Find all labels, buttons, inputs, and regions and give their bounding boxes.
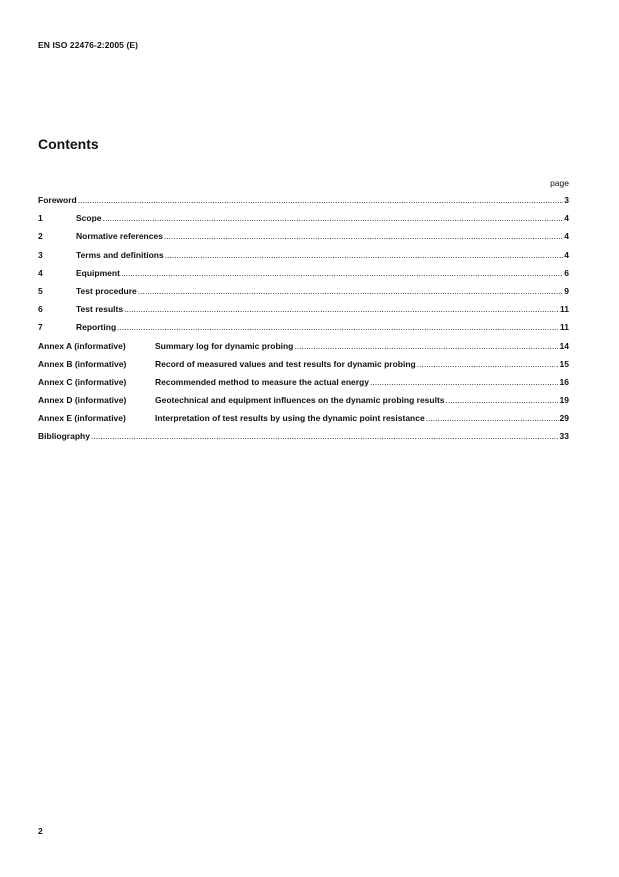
toc-entry-page: 9 bbox=[564, 285, 569, 296]
toc-entry-title: Normative references bbox=[76, 231, 163, 242]
toc-entry-title: Test procedure bbox=[76, 285, 137, 296]
toc-entry-title: Terms and definitions bbox=[76, 249, 164, 260]
toc-entry-page: 33 bbox=[559, 431, 569, 442]
toc-entry-annex-b[interactable] bbox=[38, 359, 569, 377]
toc-entry-page: 19 bbox=[559, 395, 569, 406]
toc-entry-reporting[interactable] bbox=[38, 322, 569, 340]
toc-entry-number: 1 bbox=[38, 213, 43, 224]
table-of-contents bbox=[38, 195, 569, 450]
toc-entry-number: 7 bbox=[38, 322, 43, 333]
toc-entry-title: Record of measured values and test results for dynamic probing bbox=[155, 358, 416, 369]
toc-entry-page: 3 bbox=[564, 195, 569, 205]
toc-entry-title: Test results bbox=[76, 304, 124, 315]
toc-leader-dots bbox=[91, 431, 559, 441]
toc-entry-test-results[interactable] bbox=[38, 304, 569, 322]
toc-leader-dots bbox=[164, 231, 563, 241]
toc-leader-dots bbox=[117, 322, 559, 332]
toc-entry-annex-a[interactable] bbox=[38, 341, 569, 359]
toc-leader-dots bbox=[103, 213, 564, 223]
toc-entry-annex-c[interactable] bbox=[38, 377, 569, 395]
toc-entry-page: 6 bbox=[564, 267, 569, 278]
toc-entry-number: 6 bbox=[38, 304, 43, 315]
toc-entry-page: 4 bbox=[564, 249, 569, 260]
toc-entry-annex-label: Annex D (informative) bbox=[38, 395, 127, 406]
toc-entry-title: Bibliography bbox=[38, 431, 90, 442]
toc-entry-page: 14 bbox=[559, 340, 569, 351]
toc-leader-dots bbox=[124, 304, 559, 314]
toc-entry-terms-and-definitions[interactable] bbox=[38, 250, 569, 268]
toc-entry-page: 11 bbox=[560, 322, 569, 333]
toc-entry-title: Summary log for dynamic probing bbox=[155, 340, 294, 351]
toc-leader-dots bbox=[138, 286, 563, 296]
toc-entry-title: Geotechnical and equipment influences on the dynamic probing results bbox=[155, 395, 445, 406]
toc-entry-annex-label: Annex B (informative) bbox=[38, 358, 127, 369]
page-title: Contents bbox=[38, 136, 99, 152]
toc-entry-number: 4 bbox=[38, 267, 43, 278]
toc-entry-page: 15 bbox=[559, 358, 569, 369]
toc-entry-page: 11 bbox=[560, 304, 569, 315]
toc-leader-dots bbox=[417, 359, 559, 369]
toc-entry-number: 2 bbox=[38, 231, 43, 242]
toc-entry-equipment[interactable] bbox=[38, 268, 569, 286]
document-header: EN ISO 22476-2:2005 (E) bbox=[38, 40, 139, 50]
toc-entry-foreword[interactable] bbox=[38, 195, 569, 213]
toc-entry-title: Recommended method to measure the actual energy bbox=[155, 376, 369, 387]
toc-entry-page: 4 bbox=[564, 231, 569, 242]
toc-entry-scope[interactable] bbox=[38, 213, 569, 231]
toc-entry-title: Equipment bbox=[76, 267, 120, 278]
toc-entry-title: Scope bbox=[76, 213, 102, 224]
toc-leader-dots bbox=[78, 195, 564, 205]
toc-entry-page: 4 bbox=[564, 213, 569, 224]
toc-leader-dots bbox=[121, 268, 563, 278]
page-number: 2 bbox=[38, 826, 43, 836]
toc-entry-annex-label: Annex C (informative) bbox=[38, 376, 127, 387]
toc-leader-dots bbox=[294, 341, 558, 351]
toc-entry-bibliography[interactable] bbox=[38, 431, 569, 449]
toc-entry-annex-e[interactable] bbox=[38, 413, 569, 431]
toc-leader-dots bbox=[446, 395, 559, 405]
toc-entry-test-procedure[interactable] bbox=[38, 286, 569, 304]
page-column-label: page bbox=[550, 178, 569, 188]
toc-entry-title: Foreword bbox=[38, 195, 77, 205]
toc-leader-dots bbox=[165, 250, 564, 260]
toc-entry-page: 16 bbox=[559, 376, 569, 387]
toc-entry-title: Interpretation of test results by using the dynamic point resistance bbox=[155, 413, 425, 424]
toc-entry-annex-label: Annex E (informative) bbox=[38, 413, 126, 424]
toc-entry-title: Reporting bbox=[76, 322, 117, 333]
toc-entry-annex-label: Annex A (informative) bbox=[38, 340, 126, 351]
toc-entry-number: 5 bbox=[38, 285, 43, 296]
toc-entry-number: 3 bbox=[38, 249, 43, 260]
toc-entry-normative-references[interactable] bbox=[38, 231, 569, 249]
toc-entry-annex-d[interactable] bbox=[38, 395, 569, 413]
toc-leader-dots bbox=[426, 413, 559, 423]
toc-entry-page: 29 bbox=[559, 413, 569, 424]
toc-leader-dots bbox=[370, 377, 559, 387]
